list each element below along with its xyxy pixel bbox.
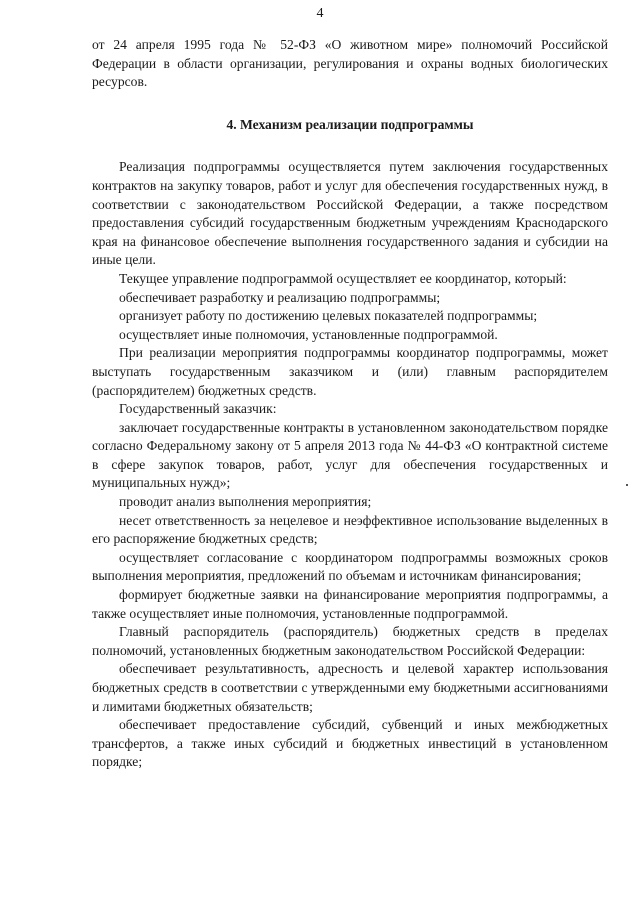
list-item: формирует бюджетные заявки на финансирование мероприятия подпрограммы, а также осуществляет иные полномочия, установленные подпрограммой. <box>92 587 608 621</box>
paragraph: Государственный заказчик: <box>119 401 277 417</box>
scan-mark <box>626 484 628 486</box>
paragraph: При реализации мероприятия подпрограммы координатор подпрограммы, может выступать государственным заказчиком и (или) главным распорядителем (распорядителем) бюджетных средств. <box>92 345 608 398</box>
document-body <box>92 36 608 772</box>
list-item: осуществляет согласование с координатором подпрограммы возможных сроков выполнения мероприятия, предложений по объемам и источникам финансирования; <box>92 549 608 584</box>
list-item: организует работу по достижению целевых показателей подпрограммы; <box>119 308 538 324</box>
list-item: проводит анализ выполнения мероприятия; <box>119 494 372 510</box>
list-item: обеспечивает предоставление субсидий, субвенций и иных межбюджетных трансфертов, а также иных субсидий и бюджетных инвестиций в установленном порядке; <box>92 717 608 770</box>
list-item: заключает государственные контракты в установленном законодательством порядке согласно Федеральному закону от 5 апреля 2013 года № 44-ФЗ «О контрактной системе в сфере закупок товаров, работ, услуг для обеспечения государственных и муниципальных нужд»; <box>92 419 608 491</box>
list-item: несет ответственность за нецелевое и неэффективное использование выделенных в его распоряжение бюджетных средств; <box>92 512 608 547</box>
paragraph: от 24 апреля 1995 года № 52-ФЗ «О животном мире» полномочий Российской Федерации в области организации, регулирования и охраны водных биологических ресурсов. <box>92 37 608 90</box>
list-item: обеспечивает разработку и реализацию подпрограммы; <box>119 289 441 305</box>
page-number: 4 <box>316 6 324 21</box>
list-item: обеспечивает результативность, адресность и целевой характер использования бюджетных средств в соответствии с утвержденными ему бюджетными ассигнованиями и лимитами бюджетных обязательств; <box>92 661 608 714</box>
paragraph: Реализация подпрограммы осуществляется путем заключения государственных контрактов на закупку товаров, работ и услуг для обеспечения государственных нужд, в соответствии с законодательством Российской Федерации, а также посредством предоставления субсидий государственным бюджетным учреждениям Краснодарского края на финансовое обеспечение выполнения государственного задания и субсидии на иные цели. <box>92 159 608 268</box>
section-heading: 4. Механизм реализации подпрограммы <box>226 116 474 132</box>
paragraph: Текущее управление подпрограммой осуществляет ее координатор, который: <box>119 270 567 286</box>
paragraph: Главный распорядитель (распорядитель) бюджетных средств в пределах полномочий, установленных бюджетным законодательством Российской Федерации: <box>92 624 608 658</box>
list-item: осуществляет иные полномочия, установленные подпрограммой. <box>119 326 498 342</box>
